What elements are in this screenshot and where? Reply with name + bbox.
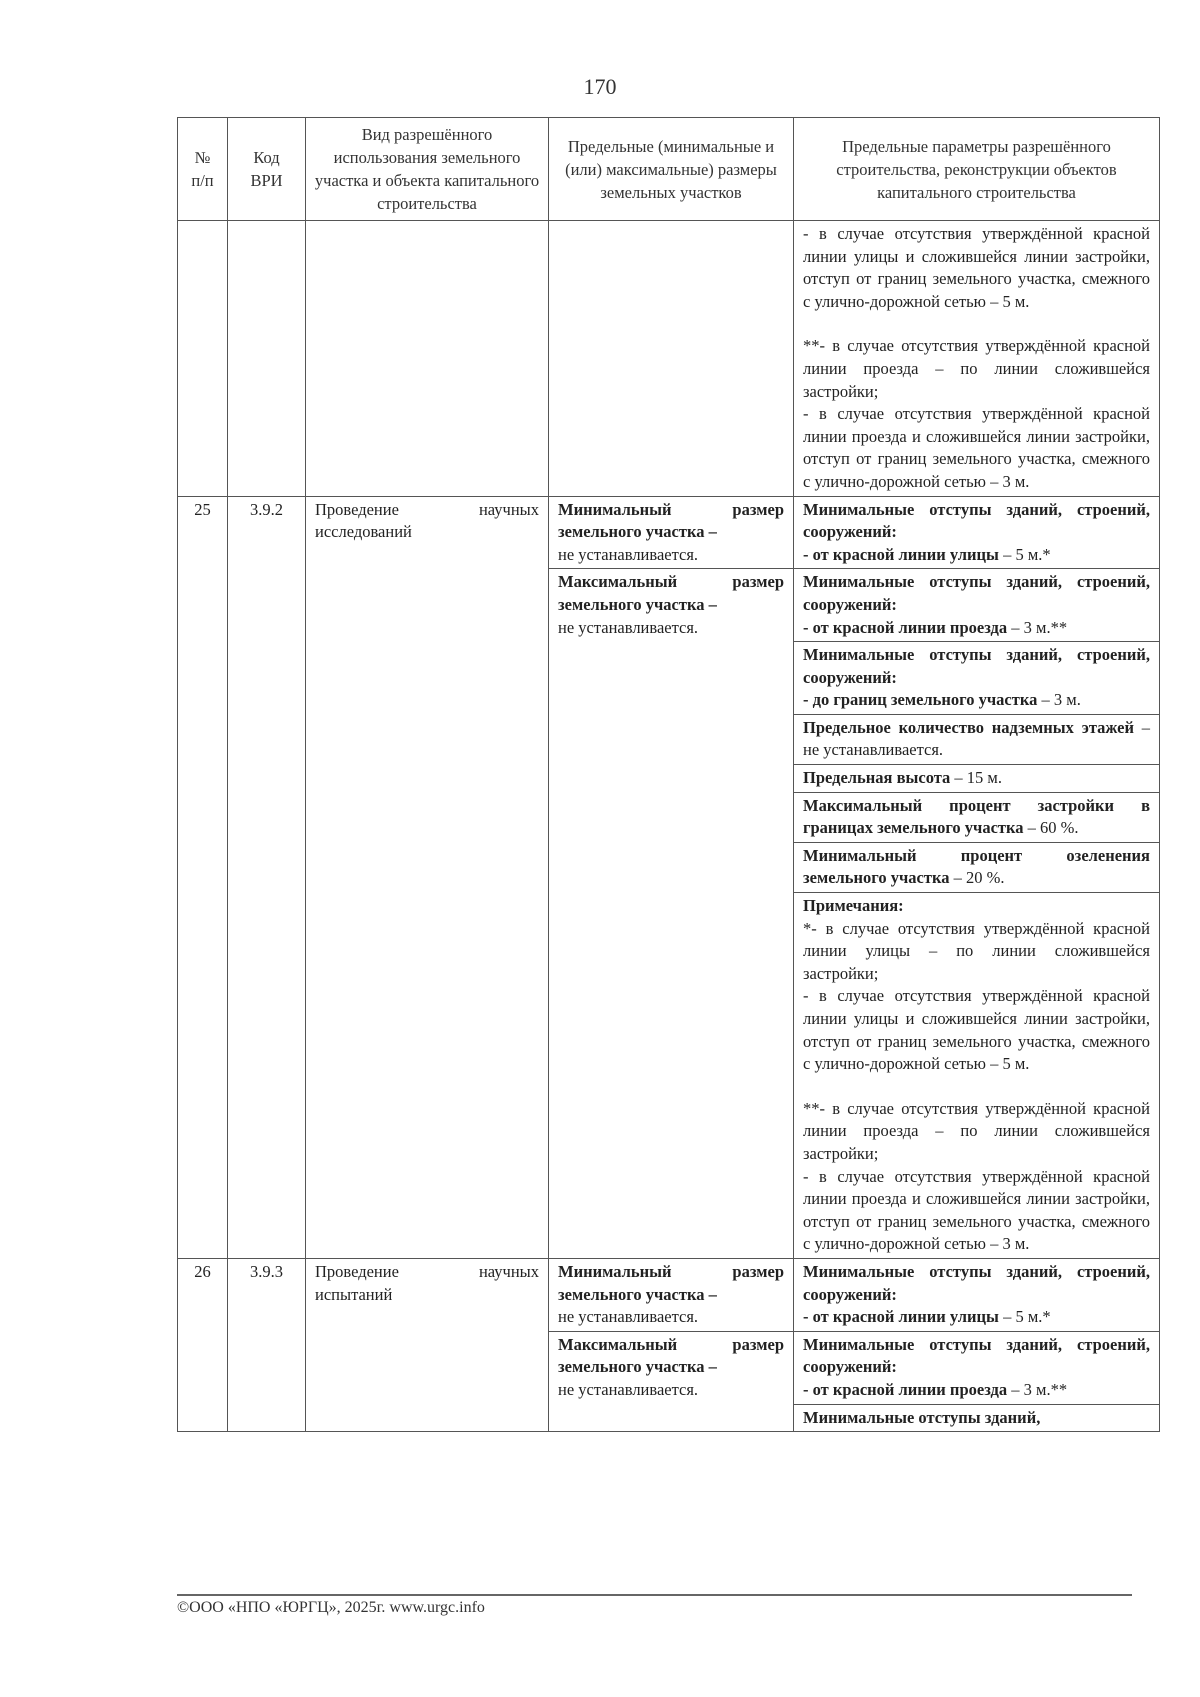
notes-title: Примечания: xyxy=(803,896,904,916)
note-line: *- в случае отсутствия утверждённой красной линии улицы – по линии сложившейся застройки; xyxy=(803,918,1150,983)
page-number: 170 xyxy=(583,74,617,99)
param-cell: Минимальные отступы зданий, строений, сооружений: - до границ земельного участка – 3 м. xyxy=(794,642,1160,715)
use-type: Проведение научных испытаний xyxy=(306,1258,549,1431)
row-number: 25 xyxy=(178,496,228,1258)
vri-code: 3.9.2 xyxy=(228,496,306,1258)
notes-cell xyxy=(794,893,1160,1259)
param-cell: Минимальные отступы зданий, строений, сооружений: - от красной линии улицы – 5 м.* xyxy=(794,1258,1160,1331)
param-cell: Минимальные отступы зданий, строений, сооружений: - от красной линии проезда – 3 м.** xyxy=(794,1331,1160,1404)
param-cell: Минимальный процент озеленения земельного участка – 20 %. xyxy=(794,842,1160,892)
footer-copyright: ©ООО «НПО «ЮРГЦ», 2025г. www.urgc.info xyxy=(177,1599,485,1616)
header-params: Предельные параметры разрешённого строительства, реконструкции объектов капитального строительства xyxy=(794,118,1160,221)
note-line: **- в случае отсутствия утверждённой красной линии проезда – по линии сложившейся застройки; xyxy=(803,336,1150,401)
use-type: Проведение научных исследований xyxy=(306,496,549,1258)
header-use: Вид разрешённого использования земельного участка и объекта капитального строительства xyxy=(306,118,549,221)
param-cell: Минимальные отступы зданий, xyxy=(794,1404,1160,1432)
note-line: - в случае отсутствия утверждённой красной линии улицы и сложившейся линии застройки, отступ от границ земельного участка, смежного с улично-дорожной сетью – 5 м. xyxy=(803,224,1150,311)
vri-code: 3.9.3 xyxy=(228,1258,306,1431)
min-size-cell: Минимальный размер земельного участка – не устанавливается. xyxy=(549,1258,794,1331)
max-size-cell: Максимальный размер земельного участка – не устанавливается. xyxy=(549,569,794,1259)
param-cell: Минимальные отступы зданий, строений, сооружений: - от красной линии улицы – 5 м.* xyxy=(794,496,1160,569)
continuation-notes xyxy=(794,221,1160,497)
param-cell: Минимальные отступы зданий, строений, сооружений: - от красной линии проезда – 3 м.** xyxy=(794,569,1160,642)
param-cell: Максимальный процент застройки в границах земельного участка – 60 %. xyxy=(794,792,1160,842)
note-line: **- в случае отсутствия утверждённой красной линии проезда – по линии сложившейся застройки; xyxy=(803,1098,1150,1163)
table-row-continuation xyxy=(178,221,1160,497)
header-num: № п/п xyxy=(178,118,228,221)
table-row-25 xyxy=(178,496,1160,569)
table-header-row xyxy=(178,118,1160,221)
param-cell: Предельная высота – 15 м. xyxy=(794,765,1160,793)
param-cell: Предельное количество надземных этажей – не устанавливается. xyxy=(794,714,1160,764)
note-line: - в случае отсутствия утверждённой красной линии проезда и сложившейся линии застройки, отступ от границ земельного участка, смежного с улично-дорожной сетью – 3 м. xyxy=(803,404,1150,491)
row-number: 26 xyxy=(178,1258,228,1431)
header-code: Код ВРИ xyxy=(228,118,306,221)
table-row-26 xyxy=(178,1258,1160,1331)
header-size: Предельные (минимальные и (или) максимальные) размеры земельных участков xyxy=(549,118,794,221)
min-size-cell: Минимальный размер земельного участка – не устанавливается. xyxy=(549,496,794,569)
footer-divider xyxy=(177,1594,1132,1596)
zoning-table xyxy=(177,117,1160,1432)
note-line: - в случае отсутствия утверждённой красной линии улицы и сложившейся линии застройки, отступ от границ земельного участка, смежного с улично-дорожной сетью – 5 м. xyxy=(803,986,1150,1074)
note-line: - в случае отсутствия утверждённой красной линии проезда и сложившейся линии застройки, отступ от границ земельного участка, смежного с улично-дорожной сетью – 3 м. xyxy=(803,1166,1150,1254)
max-size-cell: Максимальный размер земельного участка – не устанавливается. xyxy=(549,1331,794,1431)
